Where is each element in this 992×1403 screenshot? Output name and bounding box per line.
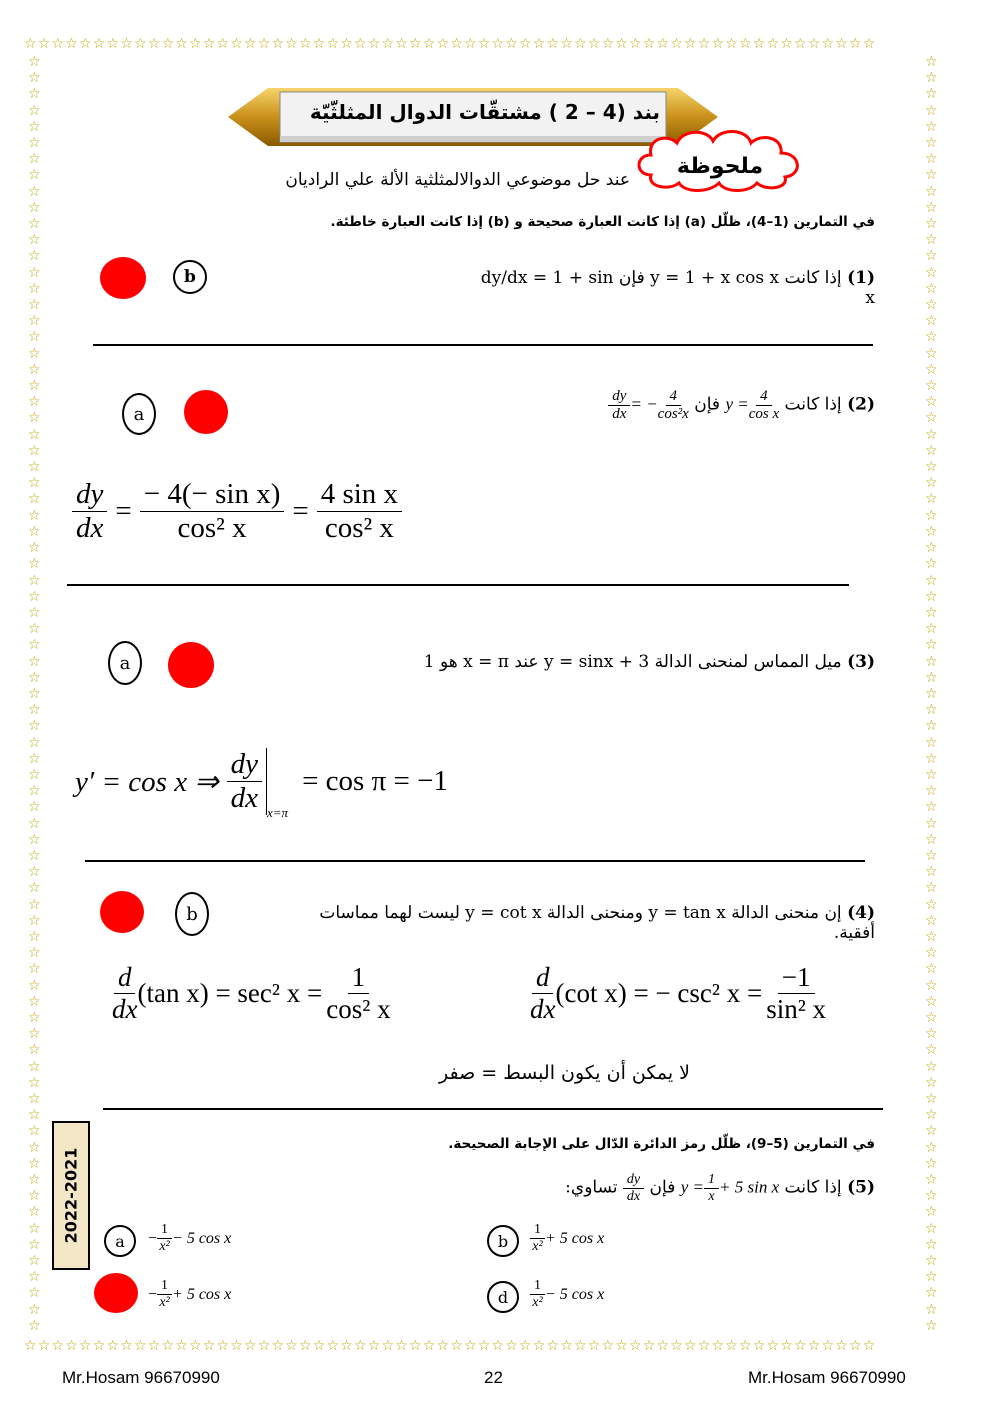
note-text: عند حل موضوعي الدوالالمثلثية الألة علي الراديان bbox=[285, 170, 630, 190]
option-b-circle-q4[interactable]: b bbox=[175, 892, 209, 936]
answer-mark-q4[interactable] bbox=[100, 891, 144, 933]
page-title: بند (4 – 2 ) مشتقّات الدوال المثلثّيّة bbox=[309, 100, 660, 124]
note-label: ملحوظة bbox=[676, 154, 764, 179]
question-3: (3) ميل المماس لمنحنى الدالة y = sinx + 3 عند x = π هو 1 bbox=[423, 652, 875, 672]
option-a-circle-q5[interactable]: a bbox=[104, 1225, 136, 1257]
star-border-top: ☆☆☆☆☆☆☆☆☆☆☆☆☆☆☆☆☆☆☆☆☆☆☆☆☆☆☆☆☆☆☆☆☆☆☆☆☆☆☆☆☆☆☆☆☆☆☆☆☆☆☆☆☆☆☆☆☆☆☆☆☆☆ bbox=[24, 37, 877, 51]
option-b-text-q5: $\frac{1}{\text{x²}}$ + 5 cos x bbox=[530, 1222, 604, 1255]
answer-mark-q3[interactable] bbox=[168, 642, 214, 688]
footer-left: Mr.Hosam 96670990 bbox=[62, 1368, 220, 1387]
answer-mark-q5[interactable] bbox=[94, 1273, 138, 1313]
solution-q4-tan: $\frac{d}{dx}$ (tan x) = sec² x = $\frac{1}{\text{cos² x}}$ bbox=[112, 962, 391, 1024]
year-box: 2022-2021 bbox=[52, 1121, 90, 1270]
option-a-circle-q3[interactable]: a bbox=[108, 641, 142, 685]
answer-mark-q1[interactable] bbox=[100, 257, 146, 299]
solution-q4-cot: $\frac{d}{dx}$ (cot x) = − csc² x = $\frac{-1}{\text{sin² x}}$ bbox=[530, 962, 827, 1024]
option-a-circle-q2[interactable]: a bbox=[122, 393, 156, 435]
solution-q2: $\frac{dy}{dx}$ = $\frac{\text{− 4(− sin x)}}{\text{cos² x}}$ = $\frac{\text{4 sin x}}{\text{cos² x}}$ bbox=[72, 478, 402, 545]
divider bbox=[85, 860, 865, 862]
page-number: 22 bbox=[484, 1368, 503, 1387]
question-4: (4) إن منحنى الدالة y = tan x ومنحنى الدالة y = cot x ليست لهما مماسات أفقية. bbox=[319, 903, 875, 943]
divider bbox=[67, 584, 849, 586]
option-d-circle-q5[interactable]: d bbox=[487, 1281, 519, 1313]
divider bbox=[93, 344, 873, 346]
option-b-circle-q1[interactable]: b bbox=[173, 260, 207, 294]
instructions-1-4: في التمارين (1–4)، ظلّل (a) إذا كانت العبارة صحيحة و (b) إذا كانت العبارة خاطئة. bbox=[330, 214, 875, 230]
solution-q4-note: لا يمكن أن يكون البسط = صفر bbox=[438, 1062, 690, 1084]
question-5: (5) إذا كانت y = $\frac{1}{x}$ + 5 sin x فإن $\frac{dy}{dx}$ تساوي: bbox=[565, 1172, 875, 1204]
option-c-text-q5: − $\frac{1}{\text{x²}}$ + 5 cos x bbox=[148, 1278, 232, 1310]
answer-mark-q2[interactable] bbox=[184, 390, 228, 434]
star-border-right: ☆☆☆☆☆☆☆☆☆☆☆☆☆☆☆☆☆☆☆☆☆☆☆☆☆☆☆☆☆☆☆☆☆☆☆☆☆☆☆☆☆☆☆☆☆☆☆☆☆☆☆☆☆☆☆☆☆☆☆☆☆☆☆☆☆☆☆☆☆☆☆☆☆☆☆☆☆☆☆ bbox=[925, 54, 938, 1334]
divider bbox=[103, 1108, 883, 1110]
option-b-circle-q5[interactable]: b bbox=[487, 1225, 519, 1257]
footer-right: Mr.Hosam 96670990 bbox=[748, 1368, 906, 1387]
star-border-bottom: ☆☆☆☆☆☆☆☆☆☆☆☆☆☆☆☆☆☆☆☆☆☆☆☆☆☆☆☆☆☆☆☆☆☆☆☆☆☆☆☆☆☆☆☆☆☆☆☆☆☆☆☆☆☆☆☆☆☆☆☆☆☆ bbox=[24, 1339, 877, 1353]
option-a-text-q5: − $\frac{1}{\text{x²}}$ − 5 cos x bbox=[148, 1222, 232, 1254]
solution-q3: y′ = cos x ⇒ $\frac{dy}{dx}$ x=π = cos π = −1 bbox=[75, 748, 448, 820]
question-1: (1) إذا كانت y = 1 + x cos x فإن dy/dx = 1 + sin x bbox=[480, 268, 875, 308]
question-2: (2) إذا كانت y = $\frac{4}{\text{cos x}}$ فإن $\frac{dy}{dx}$ = − $\frac{4}{\text{cos²x}}$ bbox=[540, 388, 875, 423]
star-border-left: ☆☆☆☆☆☆☆☆☆☆☆☆☆☆☆☆☆☆☆☆☆☆☆☆☆☆☆☆☆☆☆☆☆☆☆☆☆☆☆☆☆☆☆☆☆☆☆☆☆☆☆☆☆☆☆☆☆☆☆☆☆☆☆☆☆☆☆☆☆☆☆☆☆☆☆☆☆☆☆ bbox=[28, 54, 41, 1334]
option-d-text-q5: $\frac{1}{\text{x²}}$ − 5 cos x bbox=[530, 1278, 604, 1311]
instructions-5-9: في التمارين (5–9)، ظلّل رمز الدائرة الدّال على الإجابة الصحيحة. bbox=[448, 1136, 875, 1152]
